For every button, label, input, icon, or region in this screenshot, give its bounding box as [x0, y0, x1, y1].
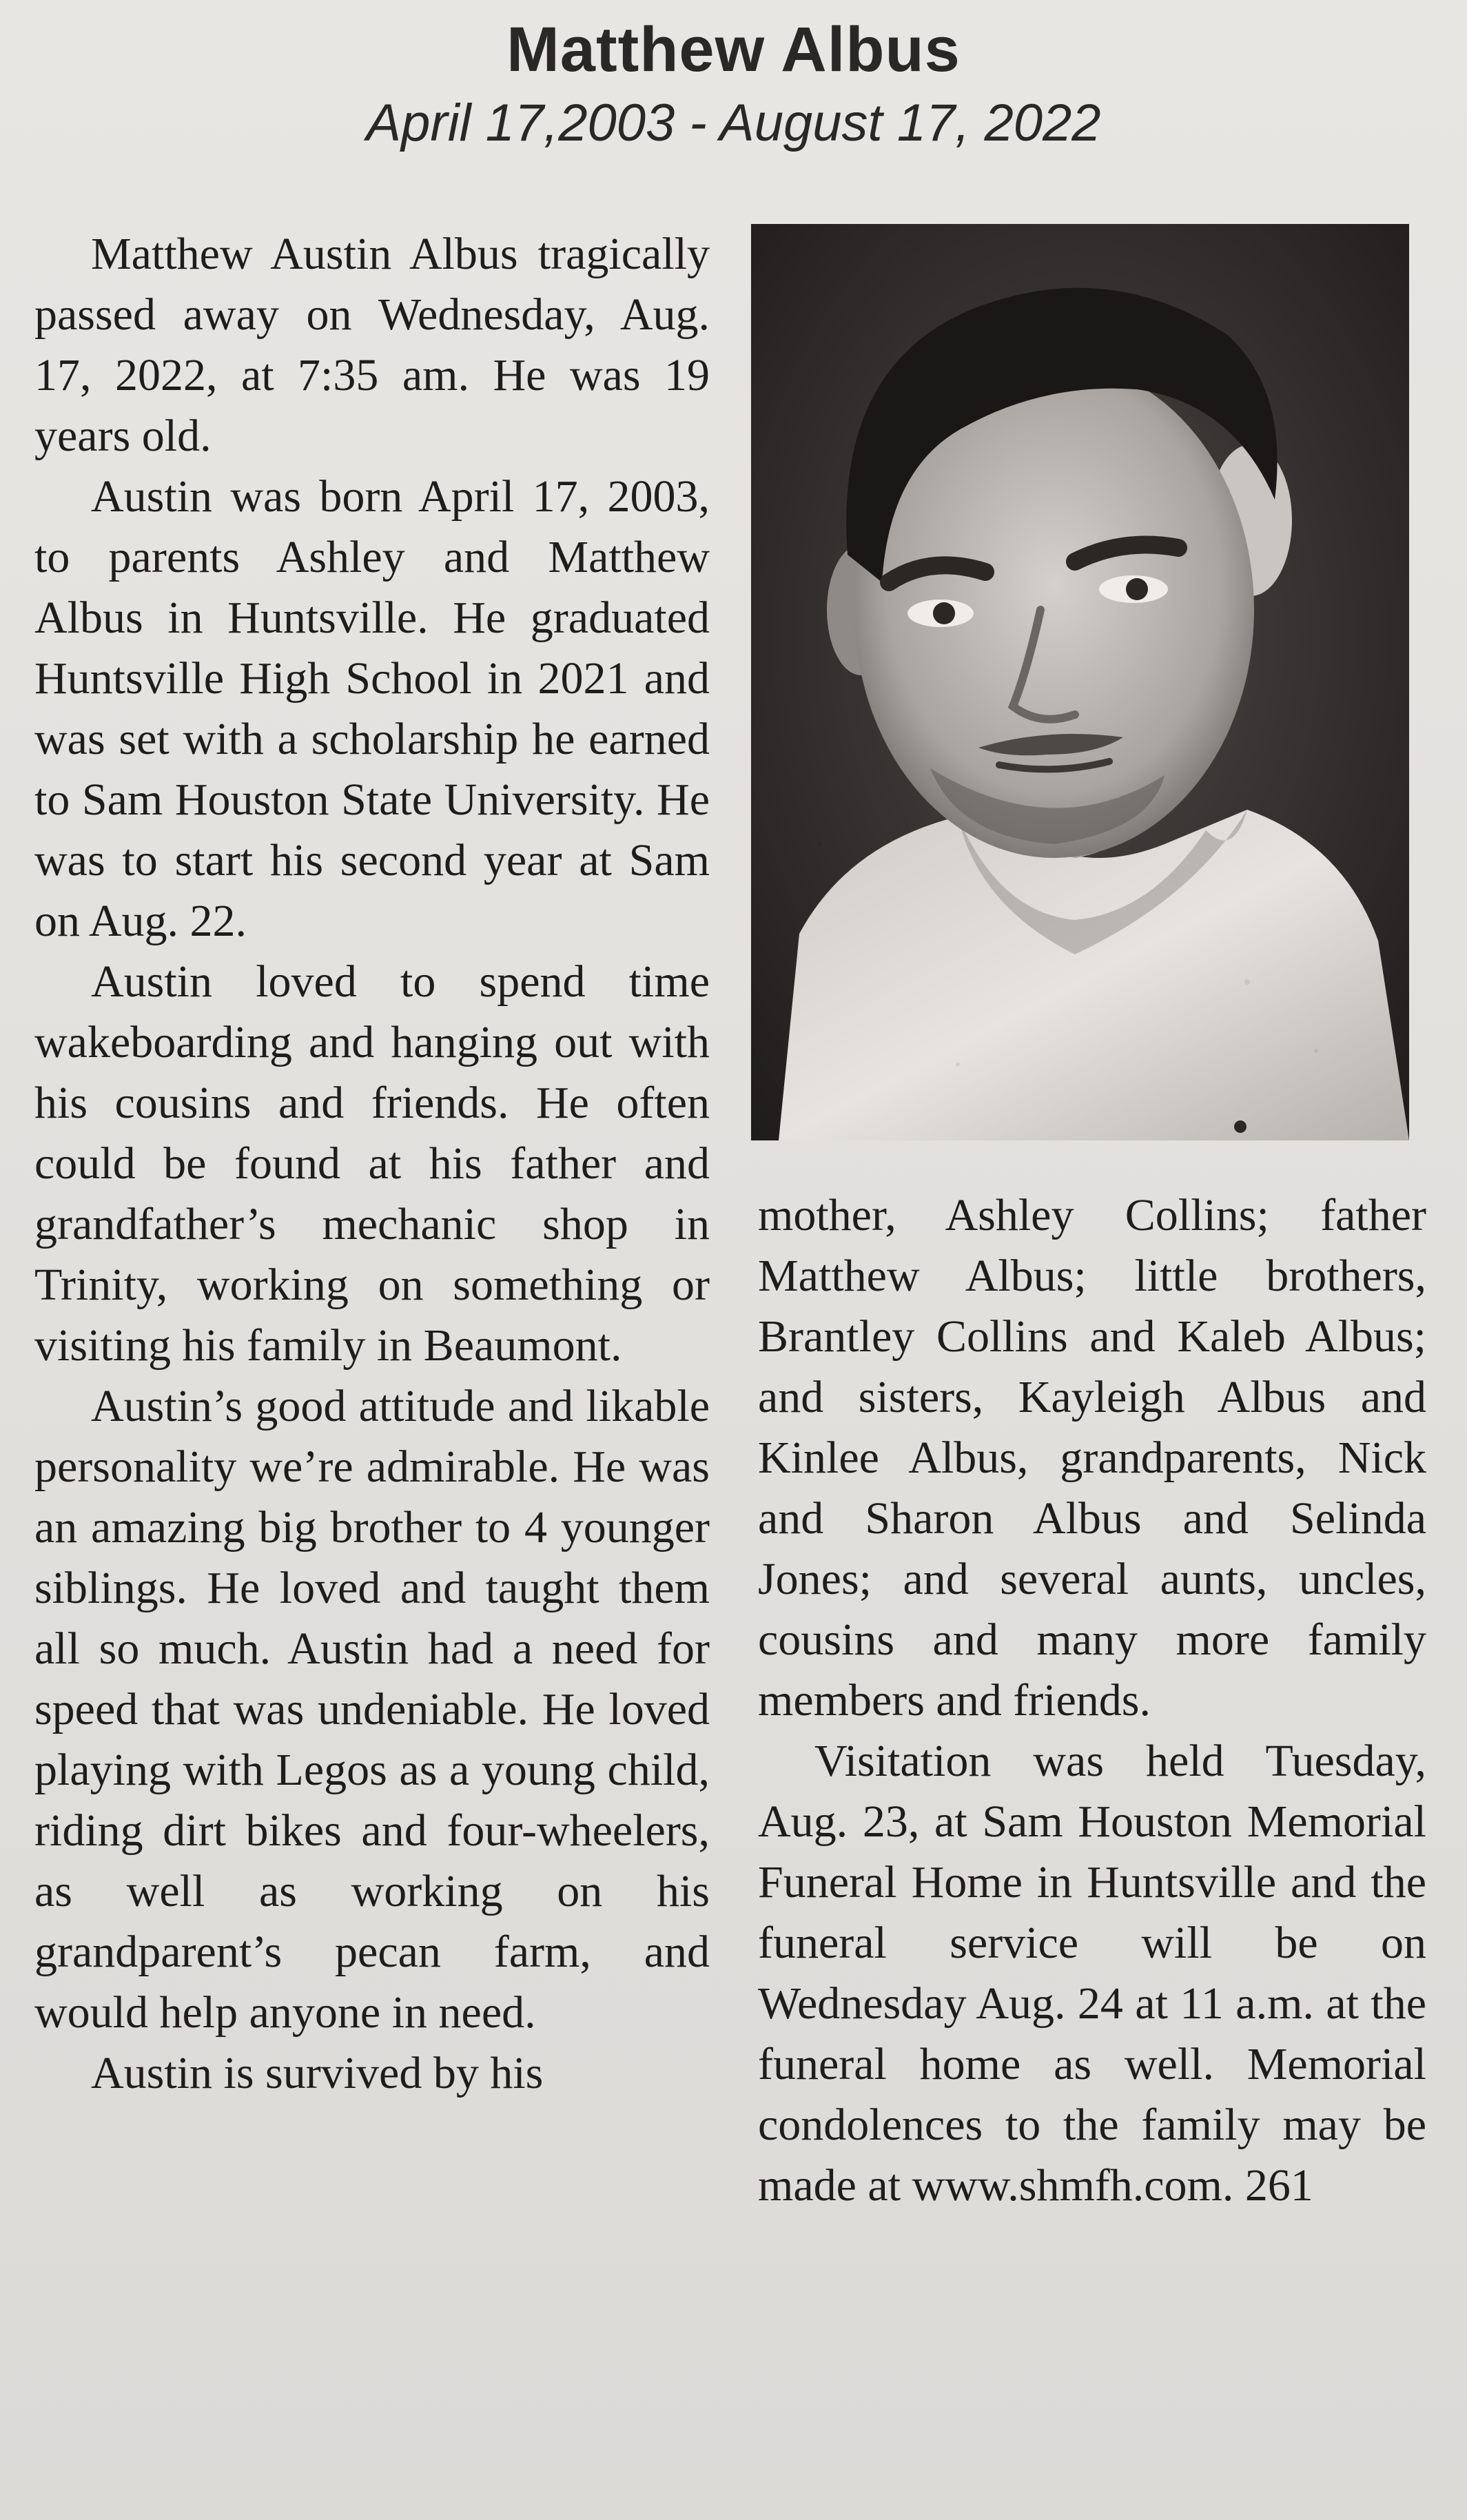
paragraph-hobbies: Austin loved to spend time wakeboarding and hanging out with his cousins and friends. He often could be found at his father and grandfather’s mechanic shop in Trinity, working on something or visiting his family in Beaumont. [34, 956, 710, 1371]
paragraph-birth-education: Austin was born April 17, 2003, to parents Ashley and Matthew Albus in Huntsville. He graduated Huntsville High School in 2021 and was set with a scholarship he earned to Sam Houston State University. He was to start his second year at Sam on Aug. 22. [34, 471, 710, 946]
paragraph-passing: Matthew Austin Albus tragically passed away on Wednesday, Aug. 17, 2022, at 7:35 am. He was 19 years old. [34, 229, 710, 461]
paragraph-survivors-start: Austin is survived by his [91, 2048, 544, 2098]
obituary-dates: April 17,2003 - August 17, 2022 [366, 94, 1101, 152]
portrait-photo-image [751, 224, 1409, 1140]
obituary-left-column [34, 224, 710, 2515]
obituary-name-heading: Matthew Albus [506, 14, 961, 85]
paragraph-character: Austin’s good attitude and likable personality we’re admirable. He was an amazing big brother to 4 younger siblings. He loved and taught them all so much. Austin had a need for speed that was undeniable. He loved playing with Legos as a young child, riding dirt bikes and four-wheelers, as well as working on his grandparent’s pecan farm, and would help anyone in need. [34, 1381, 710, 2038]
portrait-photo [751, 224, 1409, 1140]
paragraph-survivors: mother, Ashley Collins; father Matthew Albus; little brothers, Brantley Collins and Kaleb Albus; and sisters, Kayleigh Albus and Kinlee Albus, grandparents, Nick and Sharon Albus and Selinda Jones; and several aunts, uncles, cousins and many more family members and friends. [758, 1190, 1426, 1725]
paragraph-services: Visitation was held Tuesday, Aug. 23, at Sam Houston Memorial Funeral Home in Huntsville and the funeral service will be on Wednesday Aug. 24 at 11 a.m. at the funeral home as well. Memorial condolences to the family may be made at www.shmfh.com. 261 [758, 1736, 1426, 2211]
obituary-right-column [758, 1185, 1426, 2519]
